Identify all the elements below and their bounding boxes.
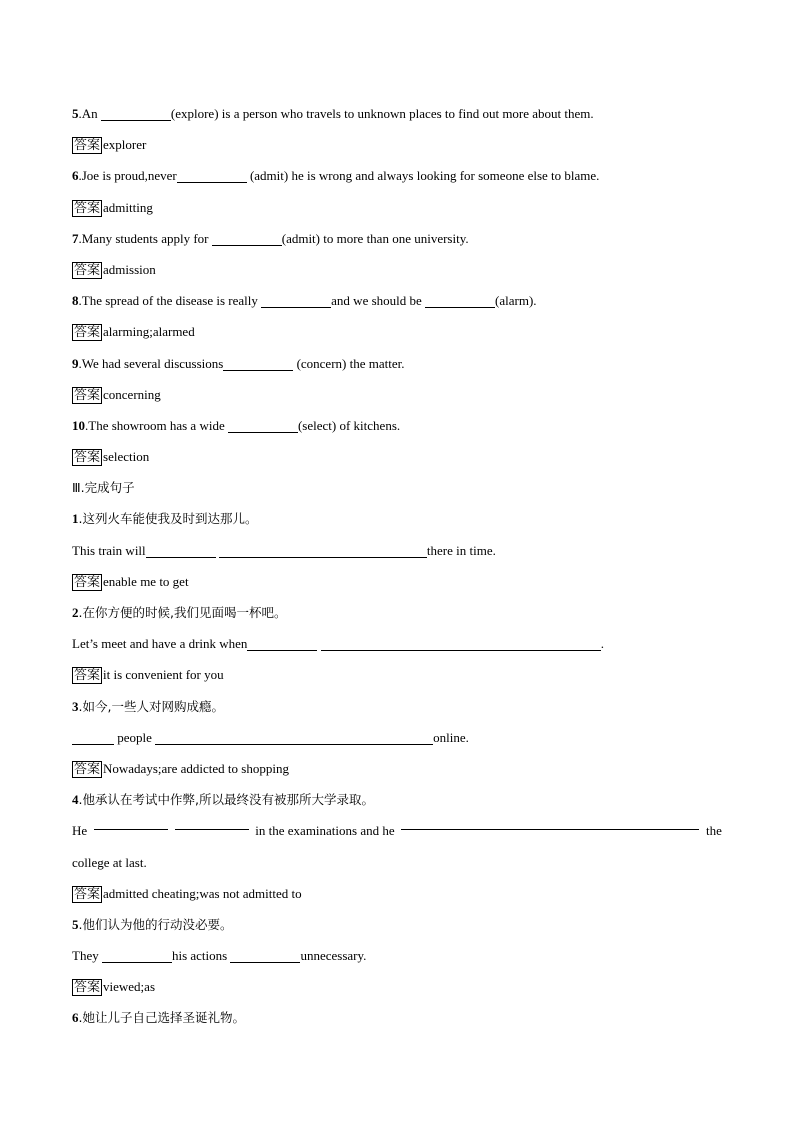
question-text: (explore) is a person who travels to unknown places to find out more about them.: [170, 106, 594, 121]
question-text: (concern) the matter.: [293, 355, 405, 371]
answer-5: [72, 129, 722, 160]
sentence-2-english: [72, 628, 722, 659]
english-text: there in time.: [426, 542, 496, 558]
sentence-4-english: [72, 815, 722, 846]
sentence-number: 4: [72, 792, 79, 808]
answer-tag: 答案: [74, 668, 101, 684]
answer-blank[interactable]: [247, 636, 317, 651]
answer-tag: 答案: [74, 200, 101, 216]
answer-10: [72, 441, 722, 472]
answer-text: selection: [103, 449, 150, 465]
english-text: .: [600, 636, 604, 652]
answer-tag: 答案: [74, 387, 101, 403]
sentence-number: 6: [72, 1010, 79, 1026]
question-number: 7: [72, 230, 79, 246]
answer-text: enable me to get: [103, 573, 189, 589]
answer-blank[interactable]: [425, 293, 495, 308]
answer-blank[interactable]: [228, 418, 298, 433]
answer-text: admission: [103, 261, 156, 277]
answer-blank[interactable]: [177, 168, 247, 183]
answer-blank[interactable]: [261, 293, 331, 308]
answer-blank[interactable]: [101, 106, 171, 121]
sentence-6-prompt: [72, 1002, 722, 1033]
answer-tag: 答案: [74, 325, 101, 341]
answer-blank[interactable]: [212, 231, 282, 246]
chinese-prompt: .他承认在考试中作弊,所以最终没有被那所大学录取。: [78, 792, 374, 808]
english-text: people: [114, 729, 156, 745]
english-text: online.: [433, 729, 469, 745]
question-number: 8: [72, 293, 79, 309]
answer-6: [72, 192, 722, 223]
answer-blank[interactable]: [72, 730, 114, 745]
english-text: college at last.: [72, 854, 147, 870]
answer-text: explorer: [103, 137, 147, 153]
sentence-number: 1: [72, 511, 79, 527]
answer-text: Nowadays;are addicted to shopping: [103, 760, 289, 776]
question-text: .Joe is proud,never: [78, 168, 177, 184]
answer-blank[interactable]: [155, 730, 433, 745]
sentence-2-prompt: [72, 597, 722, 628]
question-9: [72, 348, 722, 379]
answer-blank[interactable]: [146, 543, 216, 558]
question-number: 6: [72, 168, 79, 184]
question-10: [72, 410, 722, 441]
answer-blank[interactable]: [321, 636, 601, 651]
answer-blank[interactable]: [230, 948, 300, 963]
answer-blank[interactable]: [94, 815, 168, 830]
answer-tag: 答案: [74, 138, 101, 154]
question-5: [72, 98, 722, 129]
answer-tag: 答案: [74, 574, 101, 590]
section-title: Ⅲ.完成句子: [72, 480, 135, 496]
section-heading: [72, 472, 722, 503]
question-text: (select) of kitchens.: [297, 417, 401, 433]
english-text: his actions: [171, 948, 231, 964]
english-text: Let’s meet and have a drink when: [72, 636, 248, 652]
answer-blank[interactable]: [223, 356, 293, 371]
question-6: [72, 160, 722, 191]
chinese-prompt: .他们认为他的行动没必要。: [78, 916, 233, 932]
answer-text: concerning: [103, 386, 161, 402]
chinese-prompt: .如今,一些人对网购成瘾。: [78, 698, 224, 714]
answer-text: it is convenient for you: [103, 667, 224, 683]
question-text: (alarm).: [495, 293, 537, 309]
answer-text: admitting: [103, 199, 153, 215]
answer-tag: 答案: [74, 886, 101, 902]
sentence-number: 2: [72, 605, 79, 620]
question-text: .Many students apply for: [78, 230, 212, 246]
answer-s2: [72, 659, 722, 690]
sentence-3-prompt: [72, 691, 722, 722]
sentence-number: 3: [72, 698, 79, 714]
question-number: 10: [72, 417, 85, 433]
answer-s5: [72, 971, 722, 1002]
chinese-prompt: .她让儿子自己选择圣诞礼物。: [78, 1010, 245, 1026]
question-text: .The spread of the disease is really: [78, 293, 262, 309]
chinese-prompt: .在你方便的时候,我们见面喝一杯吧。: [78, 605, 287, 620]
question-text: (admit) he is wrong and always looking for someone else to blame.: [246, 168, 600, 184]
answer-7: [72, 254, 722, 285]
question-text: .An: [78, 106, 101, 121]
answer-tag: 答案: [74, 980, 101, 996]
answer-s1: [72, 566, 722, 597]
chinese-prompt: .这列火车能使我及时到达那儿。: [78, 511, 258, 527]
english-text: the: [706, 823, 722, 839]
answer-8: [72, 316, 722, 347]
sentence-1-prompt: [72, 503, 722, 534]
english-text: unnecessary.: [300, 948, 367, 964]
question-text: .The showroom has a wide: [85, 417, 228, 433]
english-text: in the examinations and he: [255, 823, 395, 839]
sentence-1-english: [72, 535, 722, 566]
sentence-3-english: [72, 722, 722, 753]
question-number: 9: [72, 355, 79, 371]
question-7: [72, 223, 722, 254]
answer-blank[interactable]: [175, 815, 249, 830]
english-text: He: [72, 823, 88, 839]
question-text: (admit) to more than one university.: [281, 230, 469, 246]
answer-tag: 答案: [74, 262, 101, 278]
sentence-5-prompt: [72, 909, 722, 940]
question-text: and we should be: [331, 293, 426, 309]
answer-text: alarming;alarmed: [103, 324, 195, 340]
sentence-4-english-cont: [72, 847, 722, 878]
answer-s3: [72, 753, 722, 784]
sentence-4-prompt: [72, 784, 722, 815]
answer-tag: 答案: [74, 761, 101, 777]
answer-tag: 答案: [74, 450, 101, 466]
question-text: .We had several discussions: [78, 355, 224, 371]
english-text: This train will: [72, 542, 146, 558]
question-number: 5: [72, 106, 79, 121]
answer-text: viewed;as: [103, 979, 155, 995]
answer-blank[interactable]: [401, 815, 699, 830]
answer-9: [72, 379, 722, 410]
english-text: They: [72, 948, 102, 964]
answer-blank[interactable]: [102, 948, 172, 963]
sentence-5-english: [72, 940, 722, 971]
answer-text: admitted cheating;was not admitted to: [103, 885, 302, 901]
answer-blank[interactable]: [219, 543, 427, 558]
question-8: [72, 285, 722, 316]
answer-s4: [72, 878, 722, 909]
worksheet-page: [72, 98, 722, 1034]
sentence-number: 5: [72, 916, 79, 932]
